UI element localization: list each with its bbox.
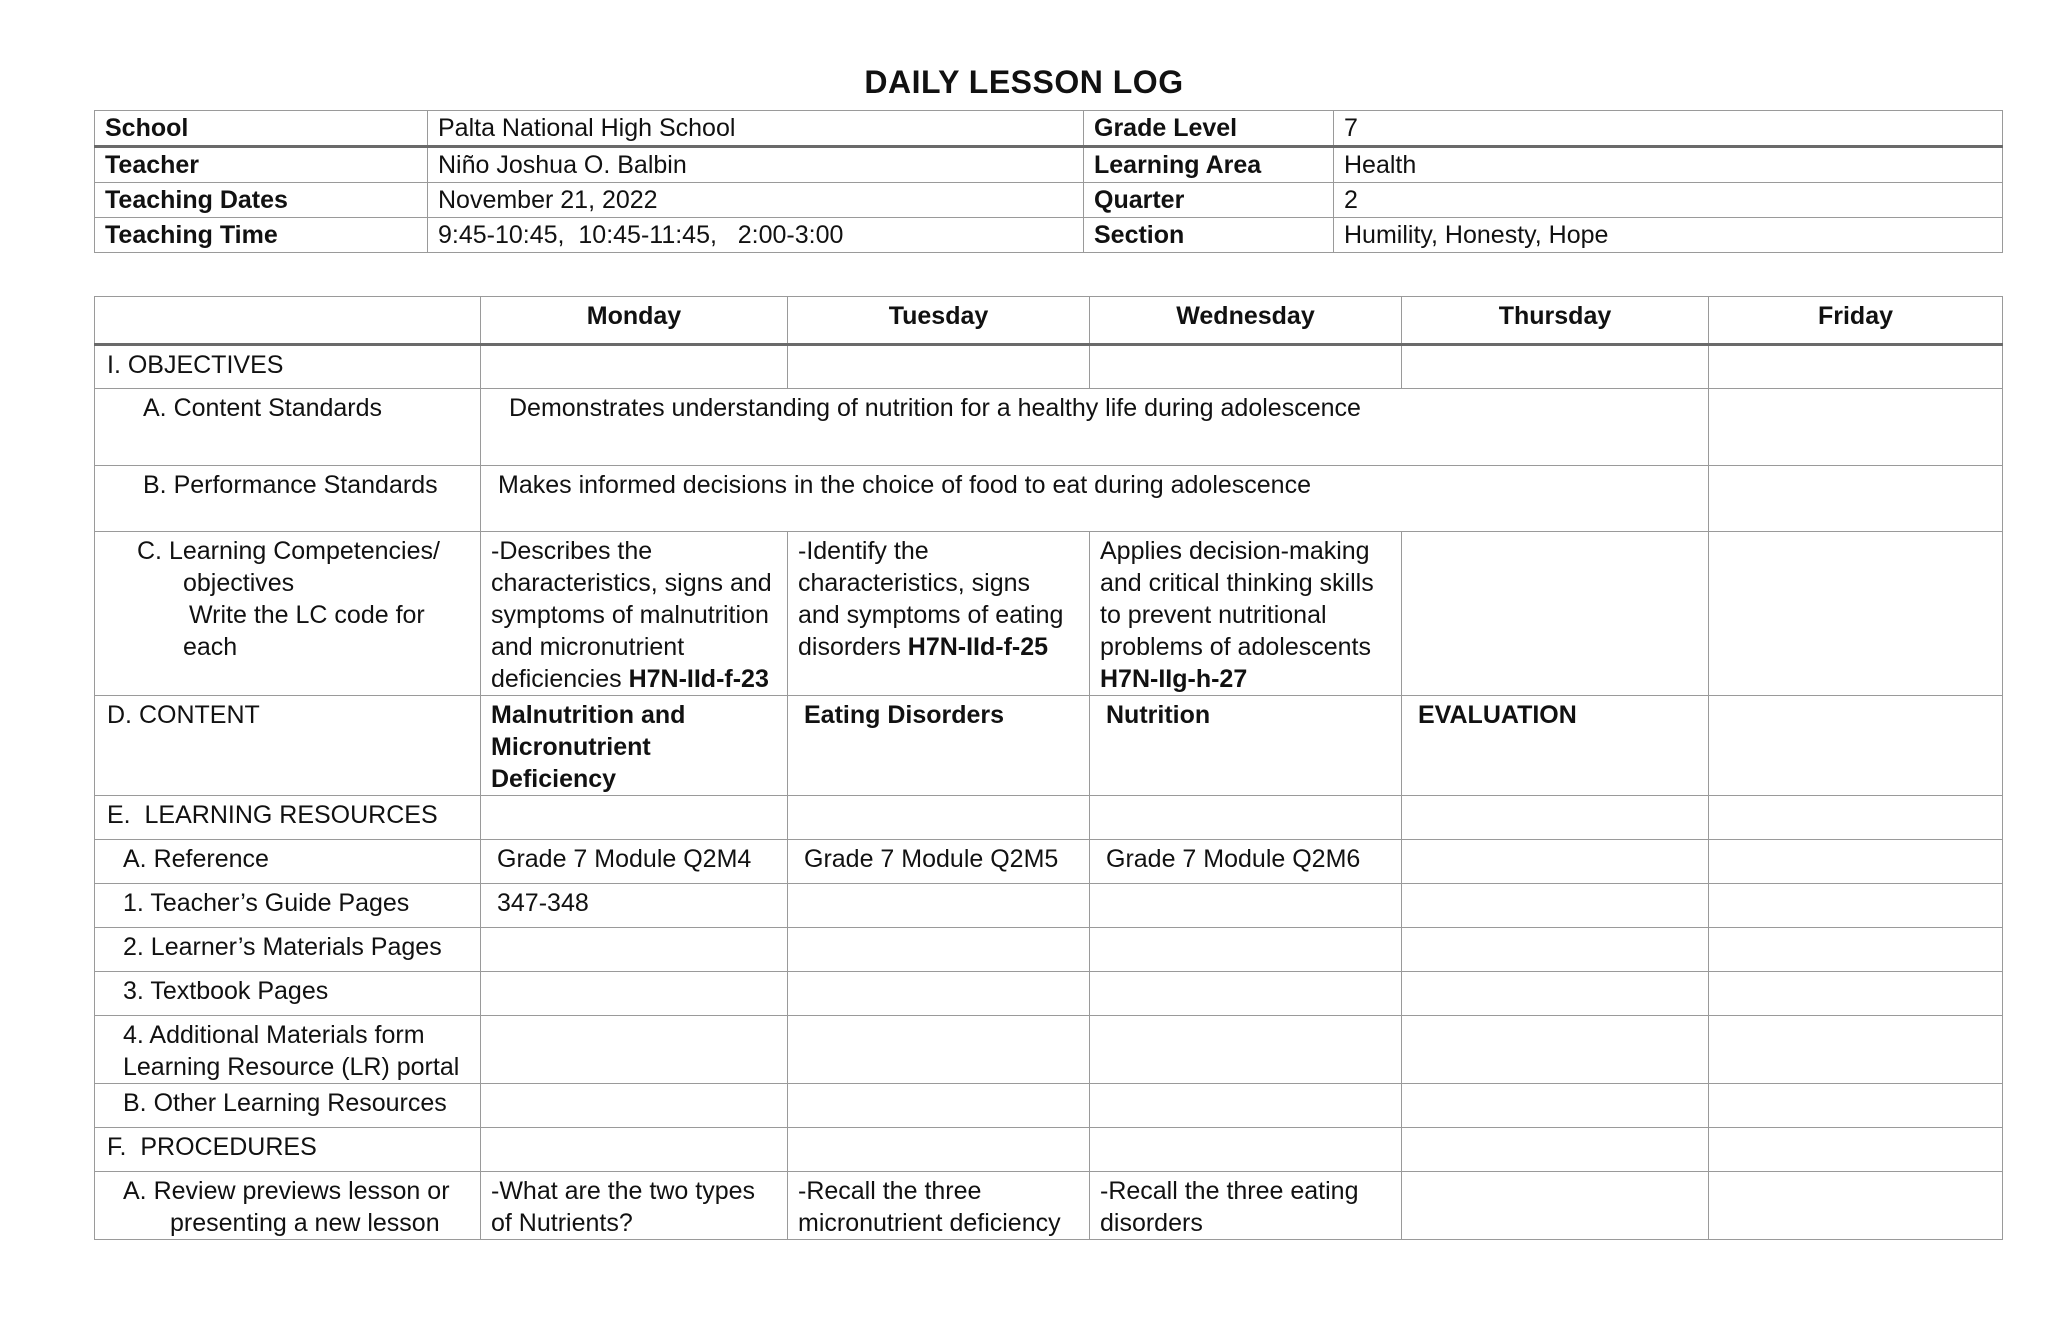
competency-wednesday [1090,532,1402,696]
cell [1402,1172,1709,1240]
cell [481,972,788,1016]
corner-cell [95,297,481,345]
cell [481,1084,788,1128]
teacher-label: Teacher [95,147,428,183]
info-row-dates [95,183,2003,218]
cell [1402,972,1709,1016]
reference-wednesday: Grade 7 Module Q2M6 [1090,840,1402,884]
cell [481,1016,788,1084]
cell [1090,928,1402,972]
cell [788,1084,1090,1128]
content-topic: Eating Disorders [804,701,1005,729]
row-performance-standards [95,466,2003,532]
cell [1402,1084,1709,1128]
learning-resources-label: E. LEARNING RESOURCES [95,796,481,840]
reference-label: A. Reference [95,840,481,884]
day-tuesday: Tuesday [788,297,1090,345]
teaching-time-value: 9:45-10:45, 10:45-11:45, 2:00-3:00 [428,218,1084,253]
competency-text: -Describes the characteristics, signs and symptoms of malnutrition and micronutrient deficiencies [491,537,772,693]
cell [1090,1016,1402,1084]
cell [1709,884,2003,928]
other-resources-label: B. Other Learning Resources [95,1084,481,1128]
lesson-log-table [94,296,2003,1240]
additional-line: 4. Additional Materials form [123,1021,425,1049]
cell [1402,345,1709,389]
learning-area-label: Learning Area [1084,147,1334,183]
row-procedures [95,1128,2003,1172]
content-tuesday [788,696,1090,796]
cell [1709,532,2003,696]
info-row-school [95,111,2003,147]
cell [1090,1128,1402,1172]
row-learning-competencies [95,532,2003,696]
content-monday [481,696,788,796]
performance-standards-label: B. Performance Standards [95,466,481,532]
competencies-line: each [183,633,238,661]
cell [1709,389,2003,466]
cell [1402,1128,1709,1172]
lc-code: H7N-IId-f-25 [907,633,1049,661]
review-line: A. Review previews lesson or [123,1177,450,1205]
content-topic: EVALUATION [1418,701,1577,729]
row-learners-materials [95,928,2003,972]
content-topic: Nutrition [1106,701,1211,729]
cell [481,928,788,972]
learners-materials-label: 2. Learner’s Materials Pages [95,928,481,972]
cell [1402,532,1709,696]
additional-materials-label [95,1016,481,1084]
lc-code: H7N-IId-f-23 [628,665,769,693]
row-objectives [95,345,2003,389]
cell [788,928,1090,972]
cell [788,1016,1090,1084]
review-line: presenting a new lesson [170,1209,440,1237]
teacher-value: Niño Joshua O. Balbin [428,147,1084,183]
teachers-guide-label: 1. Teacher’s Guide Pages [95,884,481,928]
procedures-label: F. PROCEDURES [95,1128,481,1172]
day-wednesday: Wednesday [1090,297,1402,345]
objectives-label: I. OBJECTIVES [95,345,481,389]
cell [481,796,788,840]
teaching-dates-value: November 21, 2022 [428,183,1084,218]
grade-level-label: Grade Level [1084,111,1334,147]
cell [1402,928,1709,972]
cell [1709,1172,2003,1240]
reference-monday: Grade 7 Module Q2M4 [481,840,788,884]
row-textbook [95,972,2003,1016]
cell [1709,345,2003,389]
performance-standards-value: Makes informed decisions in the choice of food to eat during adolescence [481,466,1709,532]
reference-tuesday: Grade 7 Module Q2M5 [788,840,1090,884]
day-monday: Monday [481,297,788,345]
teachers-guide-monday: 347-348 [481,884,788,928]
content-label: D. CONTENT [95,696,481,796]
content-topic: Malnutrition and Micronutrient Deficiency [491,701,686,793]
cell [1709,1016,2003,1084]
cell [1709,466,2003,532]
section-value: Humility, Honesty, Hope [1334,218,2003,253]
section-label: Section [1084,218,1334,253]
lc-code: H7N-IIg-h-27 [1100,665,1248,693]
review-wednesday: -Recall the three eating disorders [1090,1172,1402,1240]
row-other-resources [95,1084,2003,1128]
content-standards-label: A. Content Standards [95,389,481,466]
row-reference [95,840,2003,884]
cell [788,796,1090,840]
day-header-row [95,297,2003,345]
cell [1090,884,1402,928]
cell [1709,796,2003,840]
day-friday: Friday [1709,297,2003,345]
content-thursday [1402,696,1709,796]
cell [1709,972,2003,1016]
cell [1709,1128,2003,1172]
cell [1709,696,2003,796]
row-content-standards [95,389,2003,466]
competency-tuesday [788,532,1090,696]
cell [1709,928,2003,972]
cell [788,972,1090,1016]
content-standards-value: Demonstrates understanding of nutrition for a healthy life during adolescence [481,389,1709,466]
cell [1090,972,1402,1016]
competency-text: -Identify the characteristics, signs and symptoms of eating disorders [798,537,1064,661]
info-row-teacher [95,147,2003,183]
quarter-value: 2 [1334,183,2003,218]
cell [1402,840,1709,884]
review-label [95,1172,481,1240]
cell [788,884,1090,928]
additional-line: Learning Resource (LR) portal [123,1053,460,1081]
competencies-line: objectives [183,569,295,597]
cell [1090,796,1402,840]
review-monday: -What are the two types of Nutrients? [481,1172,788,1240]
cell [1402,1016,1709,1084]
cell [1090,345,1402,389]
day-thursday: Thursday [1402,297,1709,345]
row-learning-resources [95,796,2003,840]
info-row-time [95,218,2003,253]
competencies-line: Write the LC code for [189,601,425,629]
content-wednesday [1090,696,1402,796]
competency-monday [481,532,788,696]
teacher-info-table [94,110,2003,253]
competencies-line: C. Learning Competencies/ [137,537,440,565]
cell [1402,884,1709,928]
school-label: School [95,111,428,147]
teaching-time-label: Teaching Time [95,218,428,253]
teaching-dates-label: Teaching Dates [95,183,428,218]
cell [788,1128,1090,1172]
row-review [95,1172,2003,1240]
page-title: DAILY LESSON LOG [864,64,1184,100]
learning-area-value: Health [1334,147,2003,183]
row-teachers-guide [95,884,2003,928]
cell [481,1128,788,1172]
row-content [95,696,2003,796]
school-value: Palta National High School [428,111,1084,147]
cell [1709,840,2003,884]
learning-competencies-label [95,532,481,696]
cell [788,345,1090,389]
quarter-label: Quarter [1084,183,1334,218]
cell [1709,1084,2003,1128]
grade-level-value: 7 [1334,111,2003,147]
cell [1090,1084,1402,1128]
review-tuesday: -Recall the three micronutrient deficiency [788,1172,1090,1240]
competency-text: Applies decision-making and critical thinking skills to prevent nutritional problems of adolescents [1100,537,1374,661]
textbook-label: 3. Textbook Pages [95,972,481,1016]
cell [1402,796,1709,840]
cell [481,345,788,389]
row-additional-materials [95,1016,2003,1084]
